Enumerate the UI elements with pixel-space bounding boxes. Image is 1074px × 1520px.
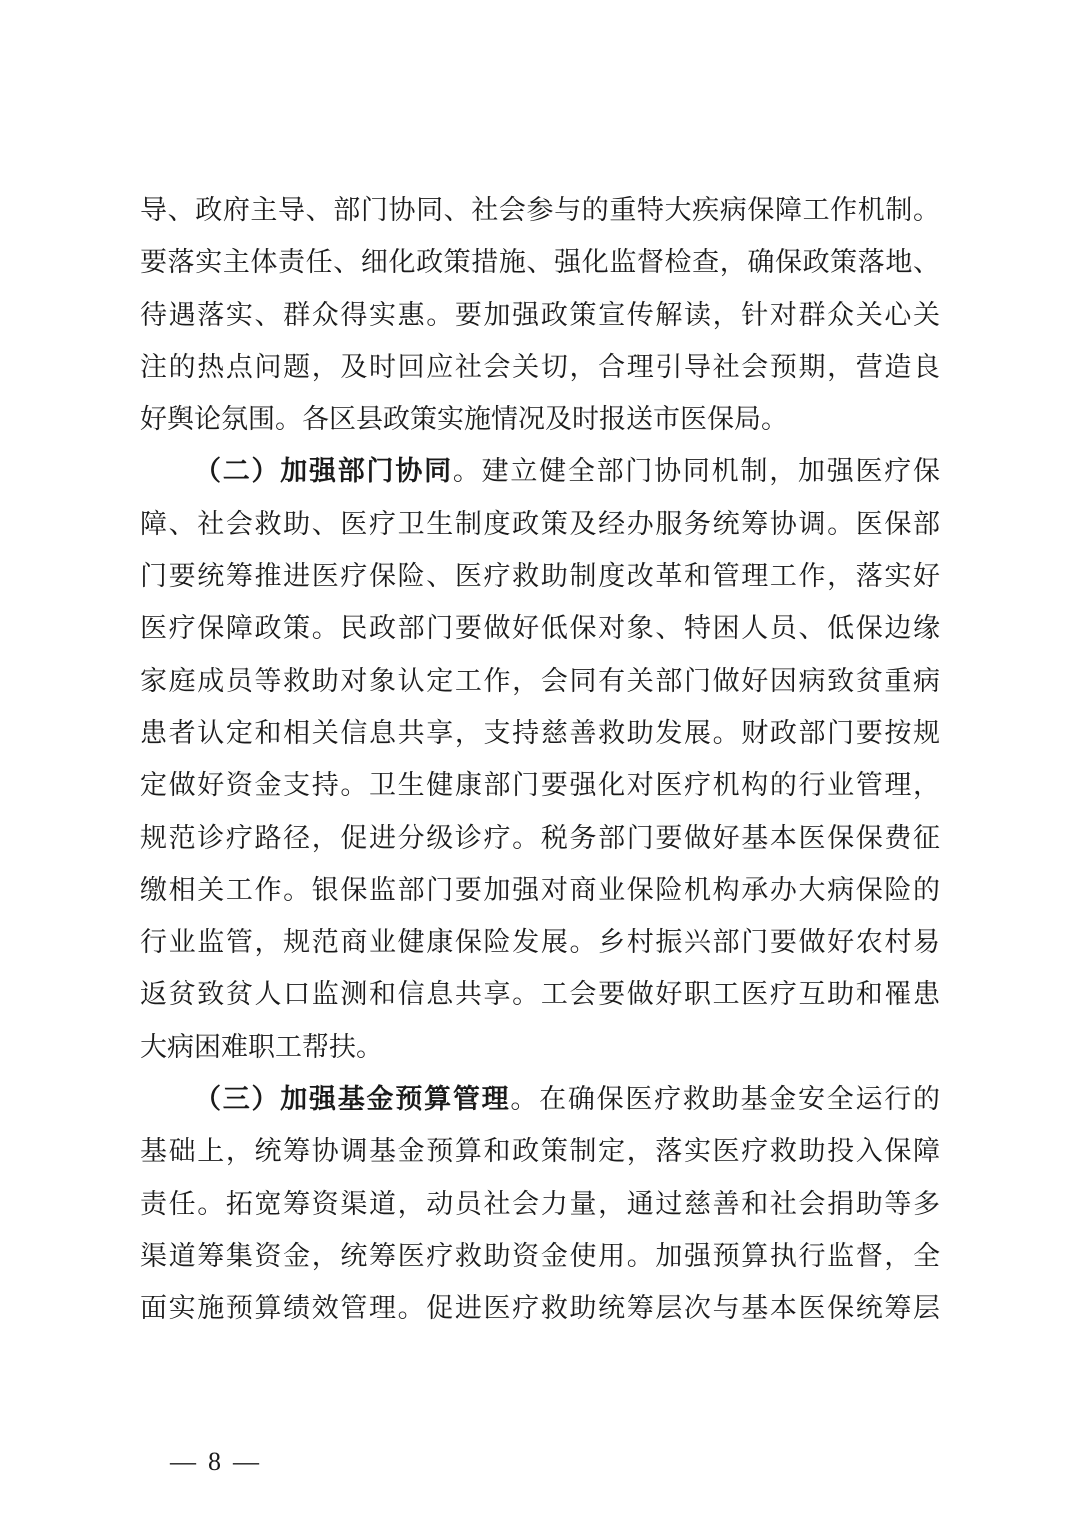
text-line: 医疗保障政策。民政部门要做好低保对象、特困人员、低保边缘 [140, 613, 940, 645]
section-first-line-text: 。建立健全部门协同机制，加强医疗保 [452, 456, 941, 488]
text-line: 患者认定和相关信息共享，支持慈善救助发展。财政部门要按规 [140, 717, 940, 749]
page-number-footer [170, 1447, 259, 1477]
text-line: 导、政府主导、部门协同、社会参与的重特大疾病保障工作机制。 [140, 195, 940, 226]
text-line: 责任。拓宽筹资渠道，动员社会力量，通过慈善和社会捐助等多 [140, 1188, 940, 1220]
text-line: 规范诊疗路径，促进分级诊疗。税务部门要做好基本医保保费征 [140, 822, 940, 854]
page-number-dash-left: — [170, 1447, 196, 1476]
text-line: 返贫致贫人口监测和信息共享。工会要做好职工医疗互助和罹患 [140, 979, 940, 1011]
section-first-line [140, 446, 940, 498]
text-line: 注的热点问题，及时回应社会关切，合理引导社会预期，营造良 [140, 351, 940, 383]
page-number: 8 [208, 1447, 221, 1476]
text-line: 渠道筹集资金，统筹医疗救助资金使用。加强预算执行监督，全 [140, 1240, 940, 1272]
text-line: 行业监管，规范商业健康保险发展。乡村振兴部门要做好农村易 [140, 927, 940, 959]
page-number-dash-right: — [233, 1447, 259, 1476]
section-fund-budget-management [140, 1074, 940, 1335]
paragraph-continuation [140, 185, 940, 446]
text-line: 家庭成员等救助对象认定工作，会同有关部门做好因病致贫重病 [140, 665, 940, 697]
section-first-line-text: 。在确保医疗救助基金安全运行的 [510, 1084, 941, 1116]
section-heading: （三）加强基金预算管理 [194, 1084, 511, 1116]
text-line: 要落实主体责任、细化政策措施、强化监督检查，确保政策落地、 [140, 247, 940, 279]
text-line: 好舆论氛围。各区县政策实施情况及时报送市医保局。 [140, 404, 788, 436]
document-body [140, 185, 940, 1336]
section-heading: （二）加强部门协同 [194, 456, 453, 488]
section-department-coordination [140, 446, 940, 1074]
text-line: 面实施预算绩效管理。促进医疗救助统筹层次与基本医保统筹层 [140, 1293, 940, 1325]
text-line: 缴相关工作。银保监部门要加强对商业保险机构承办大病保险的 [140, 874, 940, 906]
text-line: 障、社会救助、医疗卫生制度政策及经办服务统筹协调。医保部 [140, 508, 940, 540]
section-first-line [140, 1074, 940, 1126]
text-line: 门要统筹推进医疗保险、医疗救助制度改革和管理工作，落实好 [140, 561, 940, 593]
text-line: 大病困难职工帮扶。 [140, 1031, 383, 1063]
text-line: 基础上，统筹协调基金预算和政策制定，落实医疗救助投入保障 [140, 1136, 940, 1168]
text-line: 定做好资金支持。卫生健康部门要强化对医疗机构的行业管理， [140, 770, 940, 802]
text-line: 待遇落实、群众得实惠。要加强政策宣传解读，针对群众关心关 [140, 299, 940, 331]
